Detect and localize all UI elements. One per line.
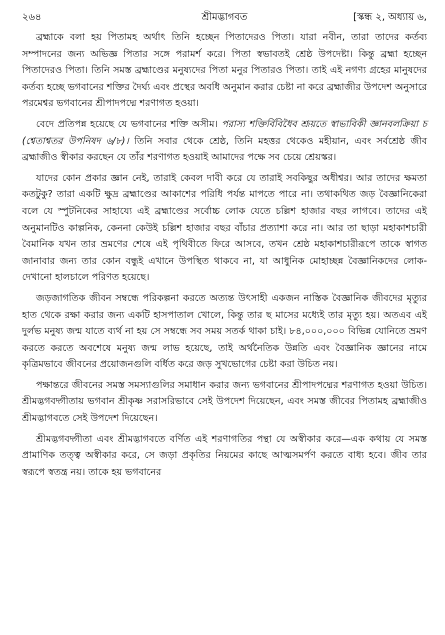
paragraph-text-continued: তিনি সবার থেকে শ্রেষ্ঠ, তিনি মহত্তর থেকেও মহীয়ান, এবং সর্বশ্রেষ্ঠ জীব ব্রহ্মাজীও স্বীকার করছেন যে তাঁর শরণাগত হওয়াই আমাদের পক্ষে সব চেয়ে শ্রেয়স্কর। <box>22 135 427 164</box>
chapter-reference: [স্কন্ধ ২, অধ্যায় ৬, <box>353 12 427 23</box>
book-title: শ্রীমদ্ভাগবত <box>201 12 248 23</box>
paragraph-gita <box>22 432 427 482</box>
paragraph-text: পক্ষান্তরে জীবনের সমস্ত সমস্যাগুলির সমাধান করার জন্য ভগবানের শ্রীপাদপদ্মের শরণাগত হওয়া উচিত। শ্রীমদ্ভগবদ্গীতায় ভগবান শ্রীকৃষ্ণ সরাসরিভাবে সেই উপদেশ দিয়েছেন, এবং সমস্ত জীবের পিতামহ ব্রহ্মাজীও শ্রীমদ্ভাগবতে সেই উপদেশ দিয়েছেন। <box>22 379 427 425</box>
page-body <box>22 30 427 481</box>
scripture-quote: পরাস্য শক্তির্বিবিধৈব শ্রূয়তে স্বাভাবিকী জ্ঞানবলক্রিয়া চ (শ্বেতাশ্বতর উপনিষদ ৬/৮)। <box>22 118 427 147</box>
paragraph-text: শ্রীমদ্ভগবদ্গীতা এবং শ্রীমদ্ভাগবতে বর্ণিত এই শরণাগতির পন্থা যে অস্বীকার করে—এক কথায় যে সমস্ত প্রামাণিক তত্ত্ব অস্বীকার করে, সে জড়া প্রকৃতির নিয়মের কাছে আত্মসমর্পণ করতে বাধ্য হবে। জীব তার স্বরূপে স্বতন্ত্র নয়। তাকে হয় ভগবানের <box>22 433 427 478</box>
paragraph-veda-quote <box>22 117 427 167</box>
paragraph-text: ব্রহ্মাকে বলা হয় পিতামহ অর্থাৎ তিনি হচ্ছেন পিতাদেরও পিতা। যারা নবীন, তারা তাদের কর্তব্য সম্পাদনের জন্য অভিজ্ঞ পিতার সঙ্গে পরামর্শ করে। পিতা স্বভাবতই শ্রেষ্ঠ উপদেষ্টা। কিন্তু ব্রহ্মা হচ্ছেন পিতাদেরও পিতা। তিনি সমস্ত ব্রহ্মাণ্ডের মনুষ্যদের পিতা মনুর পিতারও পিতা। তাই এই নগণ্য গ্রহের মানুষদের কর্তব্য হচ্ছে ভগবানের শক্তির দৈর্ঘ্য এবং প্রস্থের অবধি অনুমান করার চেষ্টা না করে ব্রহ্মাজীর উপদেশ অনুসারে পরমেশ্বর ভগবানের শ্রীপাদপদ্মে শরণাগত হওয়া। <box>22 32 427 110</box>
running-header <box>22 10 427 26</box>
paragraph-pitamaha <box>22 30 427 113</box>
page-number: ২৬৪ <box>22 12 42 23</box>
paragraph-material-life <box>22 291 427 374</box>
paragraph-text: বেদে প্রতিপন্ন হয়েছে যে ভগবানের শক্তি অসীম। <box>36 118 218 130</box>
paragraph-scientists <box>22 171 427 287</box>
paragraph-text: জড়জাগতিক জীবন সম্বন্ধে পরিকল্পনা করতে অত্যন্ত উৎসাহী একজন নাস্তিক বৈজ্ঞানিক জীবদের মৃত্যুর হাত থেকে রক্ষা করার জন্য একটি হাসপাতাল খোলে, কিন্তু তার ছ মাসের মধ্যেই তার মৃত্যু হয়। অতএব এই দুর্লভ মনুষ্য জন্ম যাতে ব্যর্থ না হয় সে সম্বন্ধে সব সময় সতর্ক থাকা চাই। ৮৪,০০০,০০০ বিভিন্ন যোনিতে ভ্রমণ করতে করতে অবশেষে মনুষ্য জন্ম লাভ হয়েছে, তাই অর্থনৈতিক উন্নতি এবং বৈজ্ঞানিক জ্ঞানের নামে কৃত্রিমভাবে জীবনের প্রয়োজনগুলি বর্ধিত করে জড় সুখভোগের চেষ্টা করা উচিত নয়। <box>22 292 427 371</box>
paragraph-surrender <box>22 378 427 428</box>
paragraph-text: যাদের কোন প্রকার জ্ঞান নেই, তারাই কেবল দাবী করে যে তারাই সবকিছুর অধীশ্বর। আর তাদের ক্ষমতা কতটুকু? তারা একটি ক্ষুদ্র ব্রহ্মাণ্ডের আকাশের পরিধি পর্যন্ত মাপতে পারে না। তথাকথিত জড় বৈজ্ঞানিকেরা বলে যে স্পুটনিকের সাহায্যে এই ব্রহ্মাণ্ডের সর্বোচ্চ লোক যেতে চল্লিশ হাজার বছর লাগবে। তাদের এই অনুমানটিও কাল্পনিক, কেননা কেউই চল্লিশ হাজার বছর বাঁচার প্রত্যাশা করে না। আর তা ছাড়া মহাকাশচারী বৈমানিক যখন তার ভ্রমণের শেষে এই পৃথিবীতে ফিরে আসবে, তখন শ্রেষ্ঠ মহাকাশচারীরূপে তাকে স্বাগত জানাবার জন্য তার কোন বন্ধুই এখানে উপস্থিত থাকবে না, যা আধুনিক মোহাচ্ছন্ন বৈজ্ঞানিকদের লোক-দেখানো হালচালে পরিণত হয়েছে। <box>22 172 427 284</box>
